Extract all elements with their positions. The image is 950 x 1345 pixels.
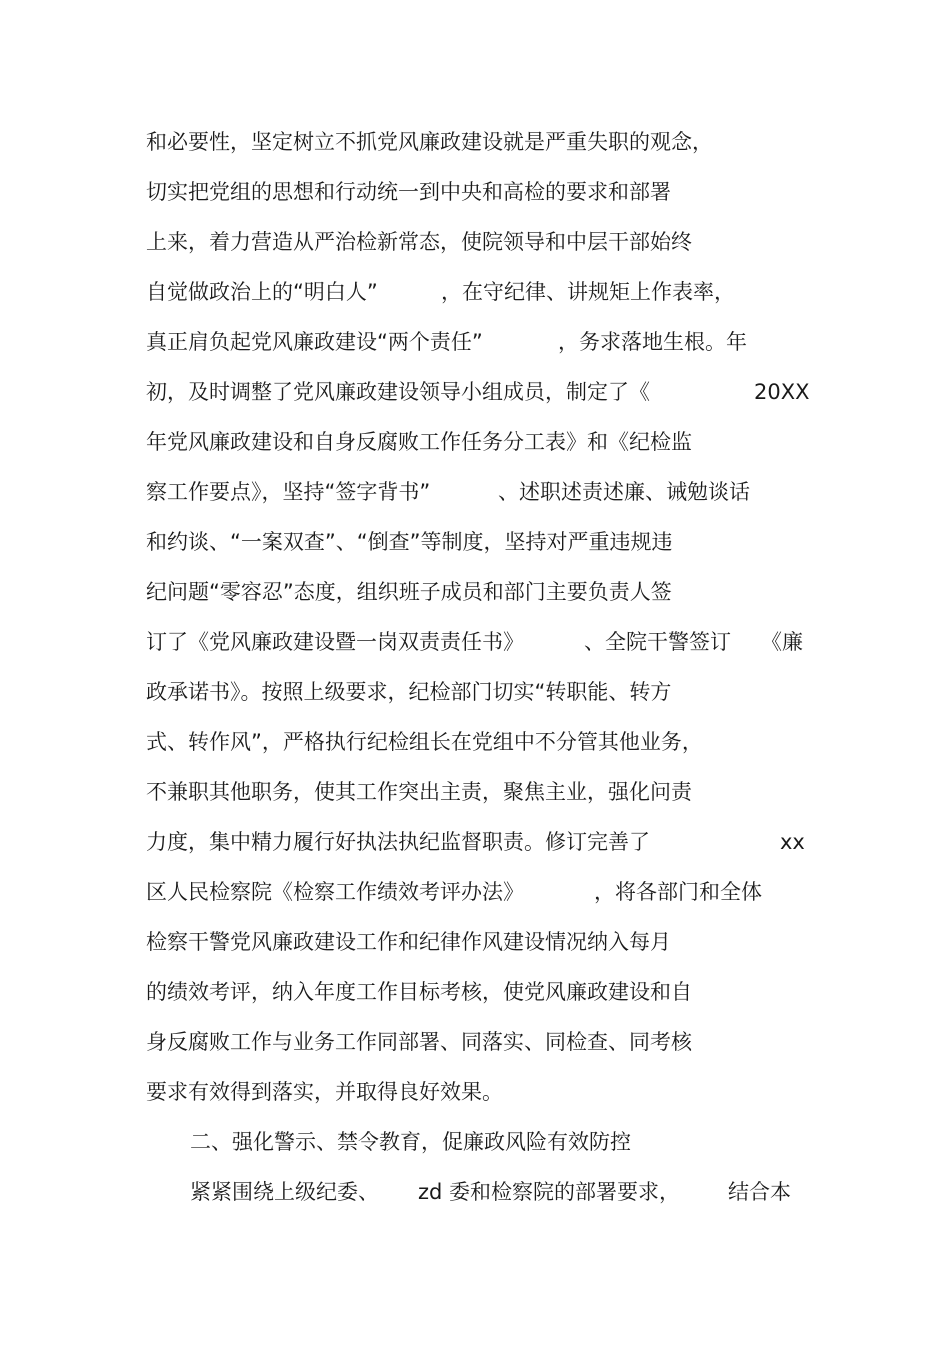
text-segment: 察工作要点》，坚持“签字背书” — [146, 480, 431, 504]
text-segment: 、全院干警签订 — [584, 630, 731, 654]
text-line-14 — [146, 778, 692, 806]
text-segment: 紧紧围绕上级纪委、 — [190, 1180, 379, 1204]
text-segment: 切实把党组的思想和行动统一到中央和高检的要求和部署 — [146, 180, 671, 204]
text-segment: 真正肩负起党风廉政建设“两个责任” — [146, 330, 483, 354]
text-segment: xx — [780, 830, 805, 854]
text-line-6 — [146, 378, 810, 406]
text-line-12 — [146, 678, 671, 706]
text-segment: 自觉做政治上的“明白人” — [146, 280, 378, 304]
text-line-13 — [146, 728, 703, 756]
text-line-19 — [146, 1028, 692, 1056]
section-heading — [190, 1128, 631, 1156]
text-line-20 — [146, 1078, 503, 1106]
text-line-10 — [146, 578, 672, 606]
text-segment: zd 委和检察院的部署要求， — [418, 1180, 681, 1204]
text-segment: 20XX — [754, 380, 810, 404]
text-line-15 — [146, 828, 805, 856]
text-line-22 — [190, 1178, 791, 1206]
text-segment: 身反腐败工作与业务工作同部署、同落实、同检查、同考核 — [146, 1030, 692, 1054]
text-segment: 纪问题“零容忍”态度，组织班子成员和部门主要负责人签 — [146, 580, 672, 604]
text-segment: 式、转作风”，严格执行纪检组长在党组中不分管其他业务， — [146, 730, 703, 754]
text-line-17 — [146, 928, 671, 956]
text-line-8 — [146, 478, 750, 506]
text-segment: 年党风廉政建设和自身反腐败工作任务分工表》和《纪检监 — [146, 430, 692, 454]
text-segment: 二、强化警示、禁令教育，促廉政风险有效防控 — [190, 1130, 631, 1154]
text-segment: 、述职述责述廉、诫勉谈话 — [498, 480, 750, 504]
text-line-3 — [146, 228, 692, 256]
text-segment: ，在守纪律、讲规矩上作表率， — [441, 280, 735, 304]
text-segment: 上来，着力营造从严治检新常态，使院领导和中层干部始终 — [146, 230, 692, 254]
text-line-5 — [146, 328, 747, 356]
text-line-1 — [146, 128, 713, 156]
text-segment: ，务求落地生根。年 — [558, 330, 747, 354]
text-segment: 要求有效得到落实，并取得良好效果。 — [146, 1080, 503, 1104]
text-segment: 检察干警党风廉政建设工作和纪律作风建设情况纳入每月 — [146, 930, 671, 954]
text-segment: 《廉 — [761, 630, 803, 654]
text-segment: ，将各部门和全体 — [594, 880, 762, 904]
text-line-2 — [146, 178, 671, 206]
text-line-11 — [146, 628, 803, 656]
text-segment: 初，及时调整了党风廉政建设领导小组成员，制定了《 — [146, 380, 650, 404]
text-segment: 和必要性，坚定树立不抓党风廉政建设就是严重失职的观念， — [146, 130, 713, 154]
text-segment: 区人民检察院《检察工作绩效考评办法》 — [146, 880, 524, 904]
text-segment: 力度，集中精力履行好执法执纪监督职责。修订完善了 — [146, 830, 650, 854]
text-segment: 和约谈、“一案双查”、“倒查”等制度，坚持对严重违规违 — [146, 530, 673, 554]
text-line-9 — [146, 528, 673, 556]
text-segment: 政承诺书》。按照上级要求，纪检部门切实“转职能、转方 — [146, 680, 672, 704]
text-segment: 订了《党风廉政建设暨一岗双责责任书》 — [146, 630, 524, 654]
text-segment: 不兼职其他职务，使其工作突出主责，聚焦主业，强化问责 — [146, 780, 692, 804]
text-line-4 — [146, 278, 735, 306]
text-line-16 — [146, 878, 762, 906]
text-segment: 的绩效考评，纳入年度工作目标考核，使党风廉政建设和自 — [146, 980, 692, 1004]
text-line-18 — [146, 978, 692, 1006]
text-line-7 — [146, 428, 692, 456]
text-segment: 结合本 — [728, 1180, 791, 1204]
